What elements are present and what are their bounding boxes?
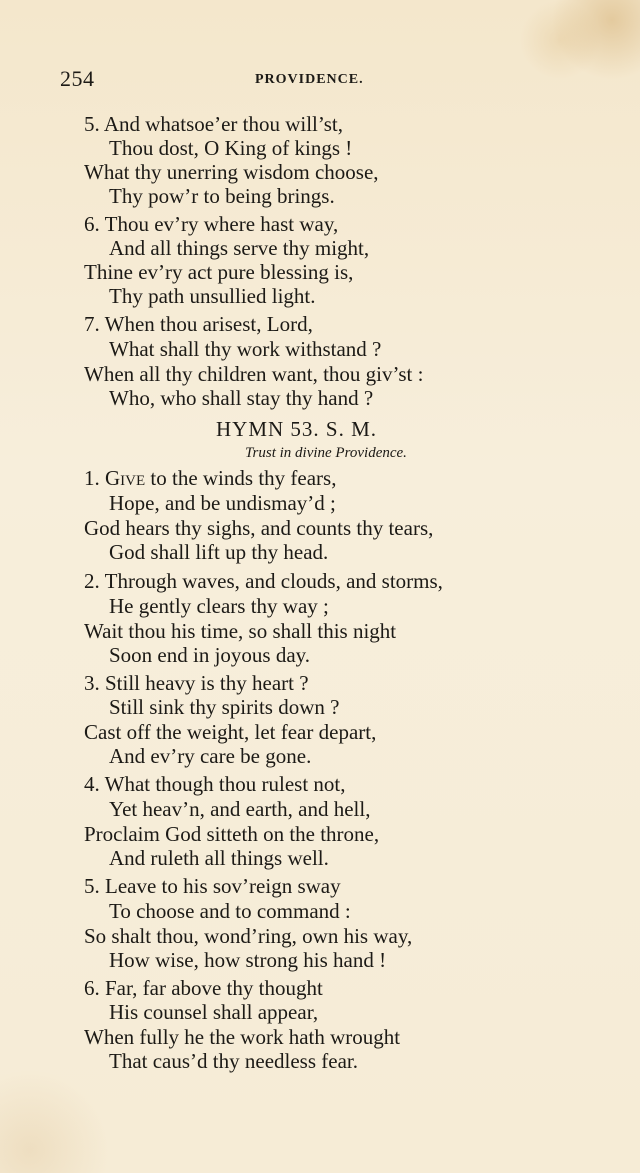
verse-line: And ruleth all things well. bbox=[109, 846, 329, 870]
hymn-subtitle: Trust in divine Providence. bbox=[245, 445, 407, 461]
verse-line: Hope, and be undismay’d ; bbox=[109, 491, 336, 515]
verse-line: 5. Leave to his sov’reign sway bbox=[84, 874, 341, 898]
verse-line: His counsel shall appear, bbox=[109, 1000, 319, 1024]
verse-line: To choose and to command : bbox=[109, 899, 351, 923]
verse-line: God hears thy sighs, and counts thy tears, bbox=[84, 516, 434, 540]
verse-line: 4. What though thou rulest not, bbox=[84, 772, 346, 796]
page-number: 254 bbox=[60, 66, 95, 91]
drop-word: Give bbox=[105, 466, 146, 490]
verse-line: Thou dost, O King of kings ! bbox=[109, 136, 353, 160]
verse-line: Thine ev’ry act pure blessing is, bbox=[84, 260, 354, 284]
page-header bbox=[60, 66, 520, 96]
verse-line: And all things serve thy might, bbox=[109, 236, 370, 260]
verse-line: What shall thy work withstand ? bbox=[109, 337, 382, 361]
stanza-number: 1. bbox=[84, 466, 105, 490]
verse-line: Yet heav’n, and earth, and hell, bbox=[109, 797, 371, 821]
verse-line: And ev’ry care be gone. bbox=[109, 744, 312, 768]
verse-line: Thy pow’r to being brings. bbox=[109, 184, 335, 208]
verse-line: When all thy children want, thou giv’st : bbox=[84, 362, 424, 386]
verse-line: 3. Still heavy is thy heart ? bbox=[84, 671, 309, 695]
verse-line: 6. Thou ev’ry where hast way, bbox=[84, 212, 339, 236]
verse-line: What thy unerring wisdom choose, bbox=[84, 160, 379, 184]
verse-line: 6. Far, far above thy thought bbox=[84, 976, 323, 1000]
verse-line: When fully he the work hath wrought bbox=[84, 1025, 401, 1049]
verse-line: So shalt thou, wond’ring, own his way, bbox=[84, 924, 413, 948]
verse-line: Still sink thy spirits down ? bbox=[109, 695, 340, 719]
verse-line: Proclaim God sitteth on the throne, bbox=[84, 822, 380, 846]
verse-line: Soon end in joyous day. bbox=[109, 643, 311, 667]
verse-line: Wait thou his time, so shall this night bbox=[84, 619, 397, 643]
verse-line: 7. When thou arisest, Lord, bbox=[84, 312, 313, 336]
verse-line: God shall lift up thy head. bbox=[109, 540, 329, 564]
verse-line: That caus’d thy needless fear. bbox=[109, 1049, 358, 1073]
running-head: PROVIDENCE. bbox=[255, 72, 364, 87]
hymn-title: HYMN 53. S. M. bbox=[216, 417, 378, 441]
verse-line: How wise, how strong his hand ! bbox=[109, 948, 387, 972]
verse-line: He gently clears thy way ; bbox=[109, 594, 329, 618]
verse-line: 5. And whatsoe’er thou will’st, bbox=[84, 112, 343, 136]
verse-line: Cast off the weight, let fear depart, bbox=[84, 720, 377, 744]
verse-line: Thy path unsullied light. bbox=[109, 284, 316, 308]
verse-line bbox=[84, 466, 336, 490]
verse-line: 2. Through waves, and clouds, and storms, bbox=[84, 569, 443, 593]
verse-line: Who, who shall stay thy hand ? bbox=[109, 386, 374, 410]
verse-line-rest: to the winds thy fears, bbox=[145, 466, 337, 490]
